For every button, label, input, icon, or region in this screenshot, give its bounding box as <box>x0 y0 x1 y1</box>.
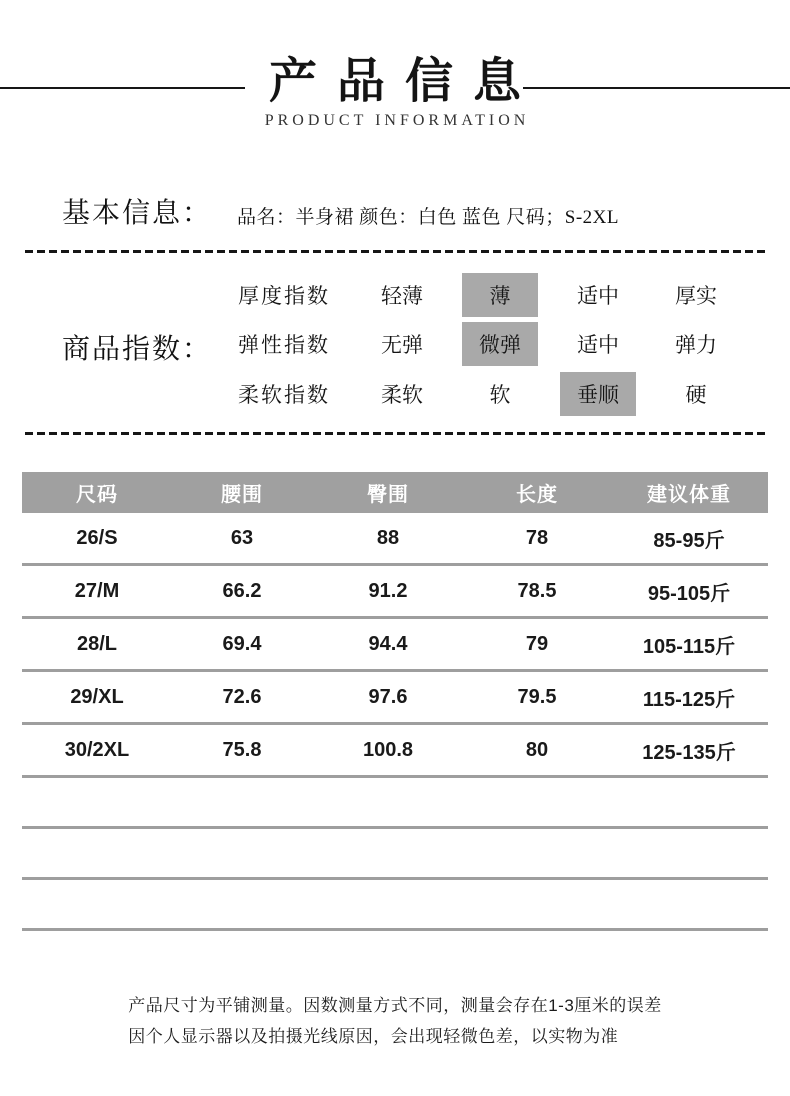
index-option: 适中 <box>577 284 619 308</box>
size-table-row <box>22 672 768 725</box>
size-table-header <box>22 472 768 513</box>
basic-info-heading: 基本信息： <box>62 198 213 229</box>
waist-cell: 69.4 <box>222 632 262 655</box>
size-table-empty-row <box>22 829 768 880</box>
length-cell: 78 <box>525 526 549 549</box>
size-cell: 29/XL <box>70 685 124 708</box>
size-table-row <box>22 725 768 778</box>
index-label: 柔软指数 <box>238 383 330 407</box>
highlight-box: 垂顺 <box>560 372 636 416</box>
index-option: 适中 <box>577 333 619 357</box>
weight-cell: 105-115斤 <box>642 635 736 658</box>
size-table-empty-row <box>22 880 768 931</box>
index-option: 厚实 <box>675 284 717 308</box>
length-cell: 79.5 <box>517 685 557 708</box>
index-option: 无弹 <box>381 333 423 357</box>
page-title: 产品信息 <box>268 55 541 108</box>
length-cell: 80 <box>525 738 549 761</box>
weight-cell: 85-95斤 <box>653 529 725 552</box>
hip-cell: 94.4 <box>368 632 408 655</box>
footer-note <box>0 990 790 1052</box>
index-option: 柔软 <box>381 383 423 407</box>
size-cell: 30/2XL <box>64 738 130 761</box>
index-label: 厚度指数 <box>238 284 330 308</box>
size-cell: 26/S <box>76 526 118 549</box>
column-header-weight: 建议体重 <box>647 484 731 506</box>
column-header-hip: 臀围 <box>367 484 409 506</box>
hip-cell: 100.8 <box>362 738 414 761</box>
size-cell: 27/M <box>74 579 120 602</box>
length-cell: 78.5 <box>517 579 557 602</box>
basic-info-detail: 品名：半身裙 颜色：白色 蓝色 尺码；S-2XL <box>237 207 619 228</box>
divider-dashed-top <box>25 250 765 253</box>
index-label: 弹性指数 <box>238 333 330 357</box>
weight-cell: 95-105斤 <box>647 582 731 605</box>
index-row-softness <box>238 370 768 418</box>
footer-line-1: 产品尺寸为平铺测量。因数测量方式不同，测量会存在1-3厘米的误差 <box>128 996 662 1015</box>
waist-cell: 66.2 <box>222 579 262 602</box>
page-subtitle: PRODUCT INFORMATION <box>264 112 530 129</box>
hip-cell: 88 <box>376 526 400 549</box>
highlight-box: 微弹 <box>462 322 538 366</box>
column-header-size: 尺码 <box>76 484 118 506</box>
weight-cell: 125-135斤 <box>642 741 736 764</box>
index-option: 轻薄 <box>381 284 423 308</box>
size-table <box>22 472 768 931</box>
index-option: 硬 <box>685 383 707 407</box>
index-row-thickness <box>238 271 768 319</box>
index-option-selected <box>451 322 549 366</box>
length-cell: 79 <box>525 632 549 655</box>
index-option: 软 <box>489 383 511 407</box>
weight-cell: 115-125斤 <box>642 688 736 711</box>
footer-note-text <box>128 990 662 1052</box>
column-header-waist: 腰围 <box>221 484 263 506</box>
waist-cell: 72.6 <box>222 685 262 708</box>
size-table-row <box>22 513 768 566</box>
size-table-row <box>22 619 768 672</box>
hip-cell: 91.2 <box>368 579 408 602</box>
waist-cell: 75.8 <box>222 738 262 761</box>
index-option-selected <box>549 372 647 416</box>
index-option: 弹力 <box>675 333 717 357</box>
column-header-length: 长度 <box>516 484 558 506</box>
hip-cell: 97.6 <box>368 685 408 708</box>
size-table-empty-row <box>22 778 768 829</box>
size-table-row <box>22 566 768 619</box>
footer-line-2: 因个人显示器以及拍摄光线原因，会出现轻微色差，以实物为准 <box>128 1027 619 1046</box>
index-option-selected <box>451 273 549 317</box>
indices-heading: 商品指数： <box>62 334 213 365</box>
divider-dashed-bottom <box>25 432 765 435</box>
waist-cell: 63 <box>230 526 254 549</box>
size-cell: 28/L <box>76 632 118 655</box>
index-row-elasticity <box>238 320 768 368</box>
highlight-box: 薄 <box>462 273 538 317</box>
